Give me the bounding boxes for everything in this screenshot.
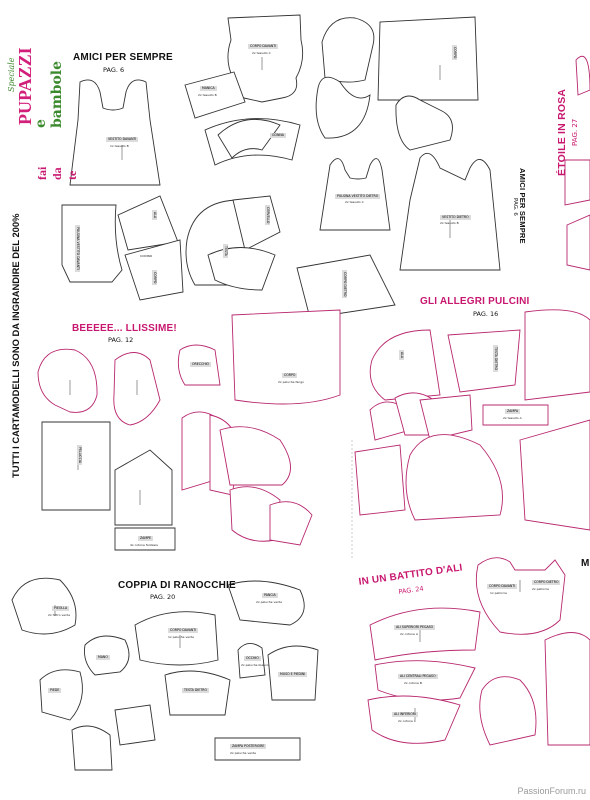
pulcino-body-piece bbox=[448, 330, 520, 392]
butterfly-body-piece bbox=[476, 558, 565, 635]
note-zampe: 4x cotone fantasia bbox=[130, 543, 158, 547]
label-coppo: CORPO bbox=[153, 272, 157, 284]
label-pulsina-dietro: PULSINA VESTITO DIETRO bbox=[337, 194, 379, 198]
note-ali-superiori: 2x cotone A bbox=[400, 632, 418, 636]
body-fur-piece bbox=[232, 310, 340, 404]
label-vestito-davanti: VESTITO DAVANTI bbox=[108, 137, 137, 141]
note-corpo-pelliccia: 2x peluche fango bbox=[278, 380, 305, 384]
label-cervello: CERVELLO bbox=[266, 207, 270, 224]
watermark: PassionForum.ru bbox=[517, 786, 586, 796]
title-etoile: ÉTOILE IN ROSA bbox=[556, 88, 568, 176]
logo-bambole: e bambole bbox=[33, 60, 65, 128]
title-amici: AMICI PER SEMPRE bbox=[73, 52, 173, 63]
note-corpo-davanti: 2x tessuto C bbox=[252, 51, 271, 55]
title-beeee: BEEEEE... LLISSIME! bbox=[72, 323, 177, 334]
page-ranocchie: PAG. 20 bbox=[150, 593, 176, 601]
title-battito: IN UN BATTITO D'ALI bbox=[358, 562, 464, 588]
label-corpo-dietro: CORPO DIETRO bbox=[343, 272, 347, 297]
label-muso: MUSO E PIEDINI bbox=[280, 672, 306, 676]
house-piece bbox=[115, 450, 172, 525]
label-pieolla: PIEOLLA bbox=[54, 606, 68, 610]
pulcino-head-piece bbox=[525, 310, 590, 400]
label-zampa: ZAMPA bbox=[507, 409, 519, 413]
pulcino-big-piece bbox=[406, 435, 503, 520]
label-manica: MANICA bbox=[202, 86, 215, 90]
note-ali-centrali: 2x cotone B bbox=[404, 681, 422, 685]
title-pulcini: GLI ALLEGRI PULCINI bbox=[420, 296, 530, 307]
label-codino: CODINO bbox=[140, 254, 153, 258]
pulcino-zampa-piece bbox=[483, 405, 548, 425]
page-amici-side: PAG. 6 bbox=[512, 198, 518, 216]
note-vestito-dietro: 2x tessuto B bbox=[440, 221, 459, 225]
label-corpo-dietro-b: CORPO DIETRO bbox=[534, 580, 559, 584]
label-pulsina: PULSINA VESTITO DAVANTI bbox=[76, 227, 80, 270]
enlarge-note: TUTTI I CARTAMODELLI SONO DA INGRANDIRE DEL 200% bbox=[10, 213, 21, 478]
pulcino-edge-piece bbox=[520, 420, 590, 530]
note-pulsina-dietro: 2x tessuto C bbox=[345, 200, 364, 204]
frog-foot-left-piece bbox=[40, 670, 82, 720]
pelliccia-piece bbox=[42, 422, 110, 510]
label-corpo: CORPO bbox=[453, 47, 457, 59]
note-vestito-davanti: 1x tessuto B bbox=[110, 144, 129, 148]
page-amici: PAG. 6 bbox=[103, 66, 125, 74]
dress-back-piece bbox=[400, 153, 500, 270]
note-pancia-r: 2x peluche verde bbox=[256, 600, 283, 604]
dress-front-piece bbox=[70, 80, 160, 185]
note-corpo-dietro-b: 2x pelliccia bbox=[532, 587, 549, 591]
label-corpo-davanti-r: CORPO DAVANTI bbox=[170, 628, 197, 632]
label-testa-dietro: TESTA DIETRO bbox=[494, 347, 498, 370]
title-ranocchie: COPPIA DI RANOCCHIE bbox=[118, 580, 236, 591]
note-corpo-davanti-b: 1x pelliccia bbox=[490, 591, 507, 595]
head-round-piece bbox=[322, 18, 374, 82]
hand-piece bbox=[396, 96, 453, 150]
label-pelliccia: PELLICCIA bbox=[78, 447, 82, 463]
page-battito: PAG. 24 bbox=[398, 584, 425, 596]
label-orecchio: ORECCHIO bbox=[192, 362, 210, 366]
label-occhio: OCCHIO bbox=[246, 656, 259, 660]
wing-e-piece bbox=[270, 502, 312, 545]
label-corpo-davanti: CORPO DAVANTI bbox=[250, 44, 277, 48]
etoile-piece-mid bbox=[565, 160, 590, 205]
note-manica: 2x tessuto B bbox=[198, 93, 217, 97]
label-mano: MANO bbox=[98, 655, 108, 659]
label-piede: PIEDE bbox=[50, 688, 60, 692]
page-pulcini: PAG. 16 bbox=[473, 310, 499, 318]
logo-speciale: Speciale bbox=[7, 57, 16, 92]
label-gonna: GONNA bbox=[272, 133, 284, 137]
etoile-piece-low bbox=[567, 215, 590, 270]
frog-foot-lower-piece bbox=[72, 726, 112, 770]
label-testa-dietro-r: TESTA DIETRO bbox=[184, 688, 207, 692]
label-corpo-davanti-b: CORPO DAVANTI bbox=[489, 584, 516, 588]
ear-piece bbox=[38, 349, 97, 412]
label-corpo-pelliccia: CORPO bbox=[284, 373, 296, 377]
logo-fai: fai da te bbox=[35, 166, 79, 180]
label-zampe: ZAMPE bbox=[140, 536, 152, 540]
wing-c-piece bbox=[220, 427, 291, 485]
page-etoile: PAG. 27 bbox=[571, 118, 579, 146]
crescent-piece bbox=[316, 77, 370, 138]
note-pieolla: 2x feltro verde bbox=[48, 613, 71, 617]
note-zampa-posteriore: 2x peluche verde bbox=[230, 751, 257, 755]
pulcino-wing-piece bbox=[370, 330, 440, 400]
frog-feet-piece bbox=[115, 705, 155, 745]
note-occhio: 2x peluche bianco bbox=[241, 663, 269, 667]
wing-middle-piece bbox=[375, 661, 475, 701]
note-ali-inferiori: 2x cotone C bbox=[398, 719, 416, 723]
label-ala: ALA bbox=[153, 212, 157, 219]
logo-pupazzi: PUPAZZI bbox=[15, 47, 35, 125]
wing-piece bbox=[118, 196, 178, 250]
label-ali-centrali: ALI CENTRALI PEGASO bbox=[400, 674, 436, 678]
label-ali-superiori: ALI SUPERIORI PEGASO bbox=[396, 625, 434, 629]
etoile-piece-top bbox=[576, 56, 590, 95]
label-ala-pulcino: ALA bbox=[400, 352, 404, 359]
cut-letter: M bbox=[581, 558, 590, 569]
label-vestito-dietro: VESTITO DIETRO bbox=[442, 215, 469, 219]
label-ali-inferiori: ALI INFERIORI bbox=[394, 712, 416, 716]
label-zampa-posteriore: ZAMPA POSTERIORE bbox=[232, 744, 265, 748]
wing-upper-piece bbox=[370, 608, 480, 660]
note-zampa: 2x tessuto A bbox=[503, 416, 522, 420]
label-pancia-r: PANCIA bbox=[264, 593, 276, 597]
label-testa: TESTA bbox=[224, 246, 228, 256]
title-amici-side bbox=[518, 168, 527, 244]
body-long-piece bbox=[378, 17, 478, 100]
amici-side-title: AMICI PER SEMPRE bbox=[518, 168, 527, 244]
pulcino-left-piece bbox=[355, 445, 405, 515]
page-beeee: PAG. 12 bbox=[108, 336, 134, 344]
note-corpo-davanti-r: 1x peluche verde bbox=[168, 635, 195, 639]
bib-front-piece bbox=[62, 205, 122, 282]
butterfly-back-piece bbox=[545, 633, 590, 746]
butterfly-front-piece bbox=[480, 677, 536, 745]
